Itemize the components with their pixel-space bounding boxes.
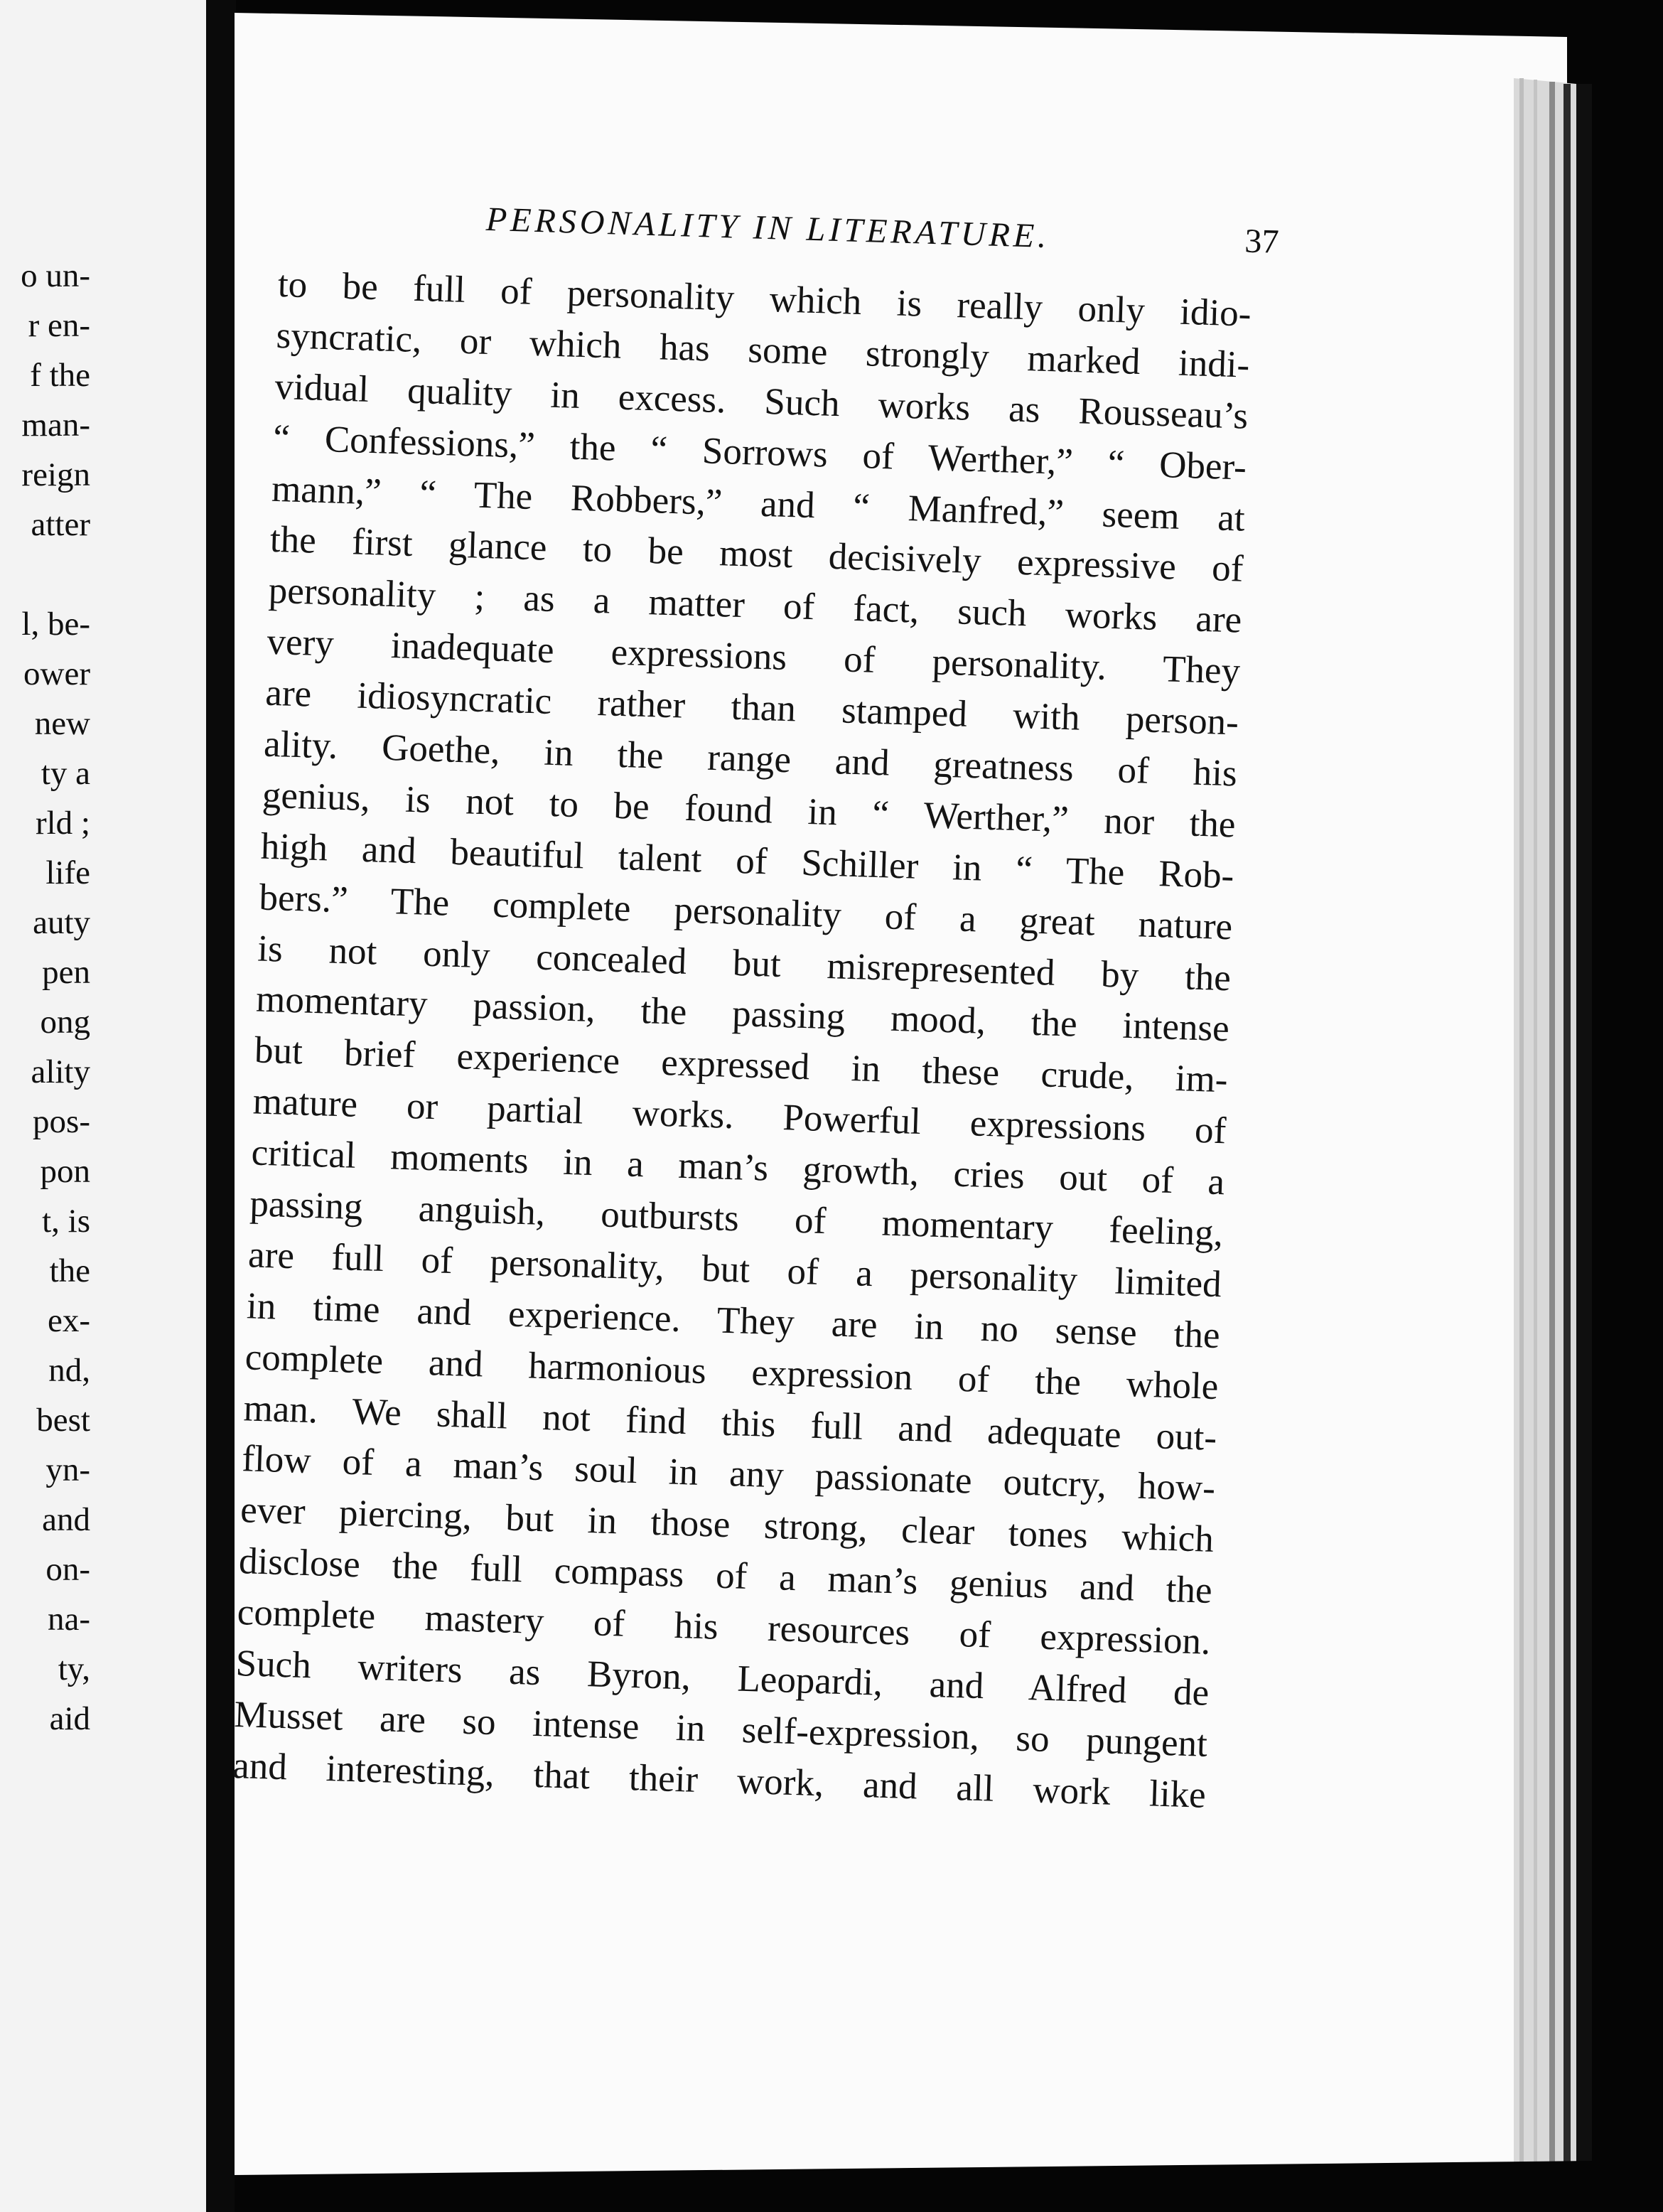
left-page-fragment: pon	[40, 1153, 90, 1190]
left-page-fragments	[0, 259, 96, 1880]
left-page-fragment: f the	[30, 357, 90, 394]
left-page-fragment: r en-	[28, 307, 90, 344]
page-text-block	[230, 192, 1296, 1872]
text-line: are full of personality, but of a personality limited	[247, 1234, 1222, 1306]
gutter-shadow	[206, 0, 236, 2212]
text-line: Such writers as Byron, Leopardi, and Alfred de	[235, 1643, 1210, 1714]
left-page-fragment: l, be-	[21, 606, 90, 643]
left-page-fragment: pen	[42, 954, 90, 991]
text-line: genius, is not to be found in “ Werther,” nor the	[262, 774, 1237, 846]
left-page-fragment: best	[36, 1402, 90, 1439]
text-line: critical moments in a man’s growth, cries out of a	[250, 1132, 1225, 1203]
running-head: PERSONALITY IN LITERATURE.	[485, 200, 1050, 256]
text-line: disclose the full compass of a man’s genius and the	[238, 1540, 1213, 1612]
left-page-fragment: man-	[21, 407, 90, 444]
left-page-fragment: the	[49, 1252, 90, 1289]
text-line: passing anguish, outbursts of momentary feeling,	[249, 1183, 1224, 1255]
text-line: man. We shall not find this full and adequate out-	[242, 1387, 1217, 1459]
left-page-fragment: rld ;	[35, 805, 90, 842]
left-page-fragment: pos-	[33, 1103, 90, 1140]
text-line: complete mastery of his resources of expression.	[237, 1591, 1212, 1663]
text-line: the first glance to be most decisively expressive of	[269, 519, 1244, 591]
text-line: but brief experience expressed in these crude, im-	[254, 1029, 1229, 1101]
text-line: in time and experience. They are in no sense the	[246, 1285, 1221, 1356]
text-line: complete and harmonious expression of the whole	[244, 1336, 1220, 1407]
text-line: ality. Goethe, in the range and greatness of his	[263, 723, 1238, 795]
left-page-fragment: on-	[45, 1551, 90, 1588]
left-page-fragment: t, is	[42, 1203, 90, 1240]
page-number: 37	[1244, 222, 1280, 261]
text-line: high and beautiful talent of Schiller in “ The Rob-	[259, 825, 1235, 897]
left-page-fragment: ong	[40, 1004, 90, 1041]
text-line: syncratic, or which has some strongly marked indi-	[275, 314, 1251, 386]
text-line: to be full of personality which is really only idio-	[277, 263, 1252, 335]
text-line: ever piercing, but in those strong, clear tones which	[240, 1489, 1215, 1561]
left-page-fragment: life	[45, 854, 90, 891]
left-page-fragment: new	[34, 705, 90, 742]
text-line: personality ; as a matter of fact, such works are	[267, 570, 1243, 641]
left-page-fragment: ty,	[58, 1650, 90, 1687]
left-page-fragment: ex-	[47, 1302, 90, 1339]
text-line: very inadequate expressions of personality. They	[266, 621, 1241, 692]
left-page-fragment: aid	[49, 1700, 90, 1737]
text-line: “ Confessions,” the “ Sorrows of Werther,” “ Ober-	[272, 417, 1247, 488]
left-page-fragment: nd,	[48, 1352, 90, 1389]
text-line: flow of a man’s soul in any passionate outcry, how-	[241, 1438, 1216, 1510]
text-line: momentary passion, the passing mood, the intense	[255, 978, 1230, 1050]
left-page-fragment: ality	[31, 1053, 90, 1090]
left-page-fragment: o un-	[21, 257, 90, 294]
left-page-fragment: yn-	[45, 1451, 90, 1488]
left-page-fragment: ower	[23, 655, 90, 692]
left-page-fragment: ty a	[41, 755, 90, 792]
left-page-fragment: and	[42, 1501, 90, 1538]
text-line: Musset are so intense in self-expression, so pungent	[233, 1693, 1208, 1765]
left-page-fragment: auty	[33, 904, 90, 941]
text-line: mann,” “ The Robbers,” and “ Manfred,” seem at	[271, 468, 1246, 539]
left-page-fragment: atter	[31, 506, 90, 543]
body-text	[232, 259, 1252, 1822]
text-line: bers.” The complete personality of a great nature	[258, 876, 1233, 948]
text-line: and interesting, that their work, and all work like	[232, 1744, 1207, 1816]
left-page-fragment: na-	[47, 1601, 90, 1638]
left-page-fragment: reign	[21, 456, 90, 493]
text-line: is not only concealed but misrepresented by the	[257, 928, 1232, 999]
text-line: vidual quality in excess. Such works as Rousseau’s	[274, 365, 1249, 437]
text-line: mature or partial works. Powerful expressions of	[252, 1080, 1227, 1152]
text-line: are idiosyncratic rather than stamped with person-	[264, 672, 1239, 743]
